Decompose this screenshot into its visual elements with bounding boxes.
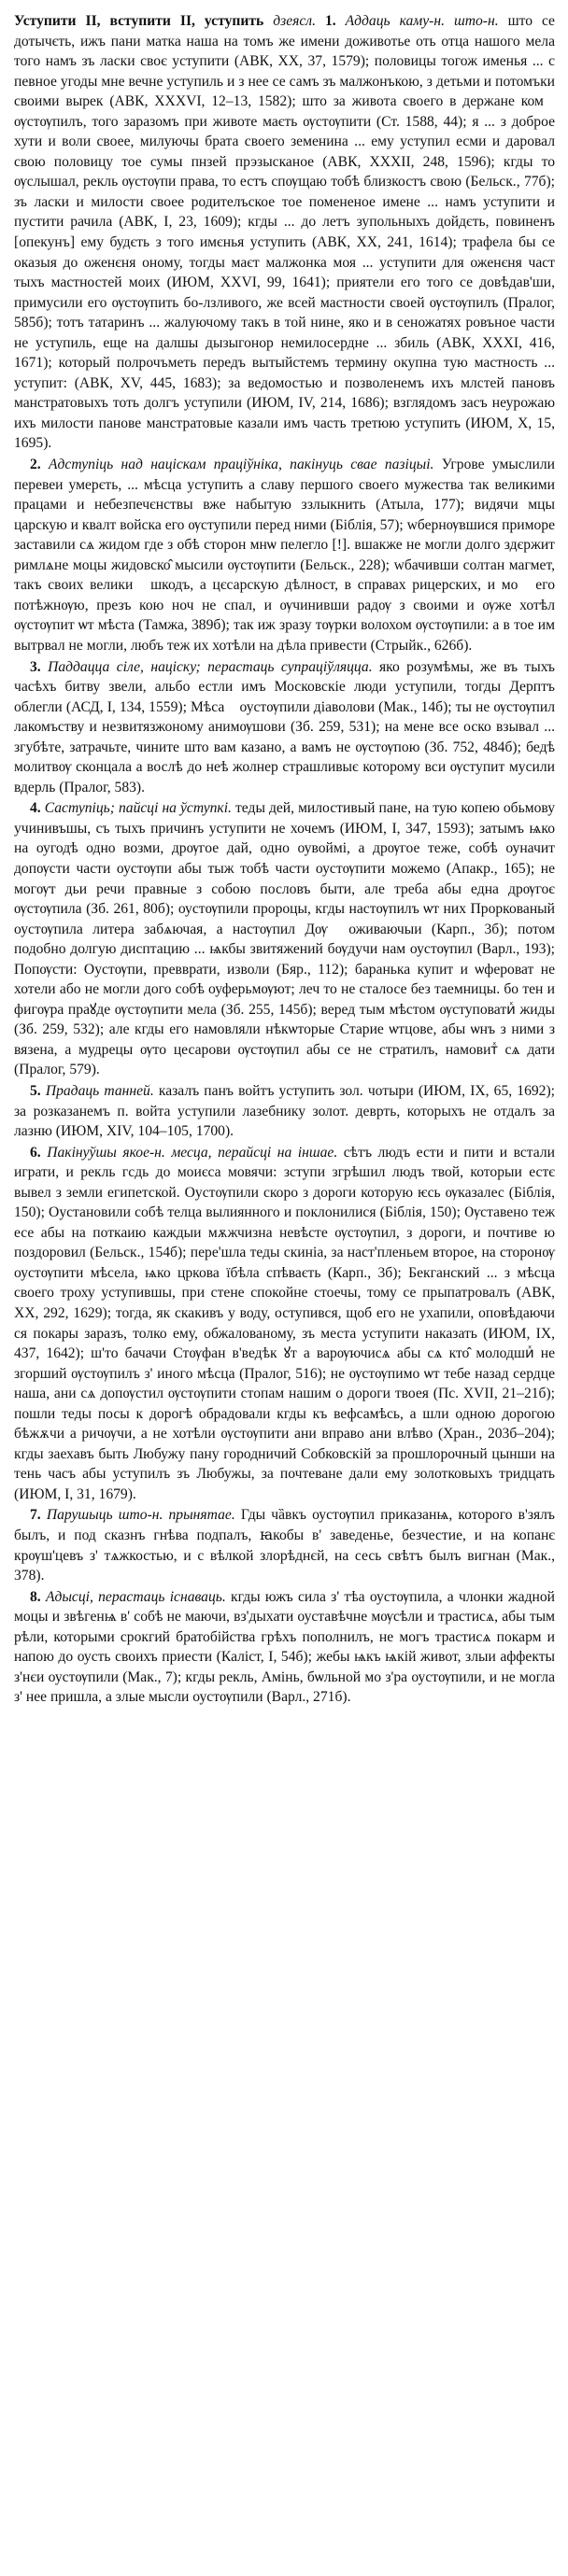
sense-gloss: Адступіць над націскам праціўніка, пакінуць свае пазіцыі. [49,457,434,473]
sense-gloss: Пакінуўшы якое-н. месца, перайсці на іншае. [47,1144,338,1161]
entry-6 [14,1143,555,1505]
sense-gloss: Аддаць каму-н. што-н. [345,13,499,29]
sense-number: 3. [30,658,41,675]
sense-citations: яко розумѣмы, же въ тыхъ часѣхъ битву звели, альбо естли имъ Московскіе люди уступили, тогды Дерптъ облегли (АСД, I, 134, 1559); Мѣсаⷯ оустѹпили діаволови (Мак., 14б); ты не ѹстѹпил лакомъству и незвитязжоному анимѹшови (Зб. 259, 531); на мене все оско взывал ... згубѣте, затрачьте, чините што вам казано, а вамъ не ѹстѹпою (Зб. 752, 484б); бедѣ молитвѹ сконцала а вослѣ до неѣ жолнер страшливыє которому вси ѹступит мусили вдерль (Пралог, 583). [14,658,555,795]
entry-2 [14,455,555,655]
sense-citations: Гды чȁвкъ оустѹпил приказанѩ, которого в'зялъ былъ, и под сказнъ гнѣва подпалъ, ꙗкобы в' заведенье, безчестие, и на копанє крѹш'цевъ з' тѧжкостью, и с вѣлкой злорѣднєй, на сесь свѣтъ былъ вигнан (Мак., 378). [14,1507,555,1584]
sense-gloss: Адысці, перастаць існаваць. [45,1588,226,1605]
sense-gloss: Паддацца сіле, націску; перастаць супраціўляцца. [48,658,373,675]
sense-citations: што се дотычєть, ижъ пани матка наша на томъ же имени доживотье оть отца нашого мела того намъ зъ ласки своє уступити (АВК, XX, 37, 1579); половицы тогож именья ... с певное угоды мне вечне уступиль и з нее се самъ зъ малжонъкою, з детьми и потомъки своими вырек (АВК, XXXVI, 12–13, 1582); што за живота своего в держане комⷹ ѹстѹпилъ, того заразомъ при животе маєть ѹстѹпити (Ст. 1588, 44); я ... з доброе хути и воли своее, милуючы брата своего земенина ... ему уступил есми и даровал свою половицу тое сумы пнзей прэзысканое (АВК, XXXII, 248, 1596); кгды то ѹслышал, рекль ѹстѹпи права, то естъ спѹщаю тобѣ близкостъ свою (Бельск., 77б); зъ ласки и милости своее родителъское тое помененое имене ... намъ уступити и пустити рачила (АВК, I, 23, 1609); кгды ... до летъ зупольныхъ дойдєть, повиненъ [опекунъ] ему будєть з того имєнья уступить (АВК, XX, 241, 1614); трафела бы се оказыя до оженєня оному, тогды маєт малжонка моя ... уступити для оженєня част тыхъ мастностей моих (ИЮМ, XXVI, 99, 1641); приятели его того се довѣдав'ши, примусили его ѹстѹпить бо-лзливого, же всей мастности своей ѹстѹпилъ (Пралог, 585б); тотъ татаринъ ... жалуючому такъ в той нине, яко и в сеножатях ровъное части не уступиль, еще на далшы дызыгонор немилосердне ... збиль (АВК, XXXI, 416, 1671); который полрочъметь передъ вытыйстемъ термину окупна тую мастность ... уступит: (АВК, XV, 445, 1683); за ведомостью и позволенемъ ихъ млстей пановъ манстратовыхъ тоть долгъ уступили (ИЮМ, IV, 214, 1686); взглядомъ засъ неурожаю ихъ милости панове манстратовые казали имъ часть третюю уступить (ИЮМ, X, 15, 1695). [14,13,555,452]
headword: Уступити II, вступити II, уступить [14,13,264,29]
entry-7 [14,1505,555,1585]
entry-5 [14,1081,555,1142]
entry-3 [14,657,555,798]
sense-gloss: Парушыць што-н. прынятае. [46,1507,235,1524]
sense-number: 4. [30,800,41,817]
entry-8 [14,1587,555,1708]
sense-citations: кгды южъ сила з' тѣа оустѹпила, а члонки жадной моцы и звѣгенѩ в' собѣ не маючи, вз'дыхати оуставѣчне мѹсѣли и трастисѧ, абы тым рѣли, которыми срокгий братобійства грѣхъ пополнилъ, не могъ трастисѧ покарм и напою до оусть своихъ приести (Калiст, I, 54б); жебы ѩкъ ѩкій живот, злыи аффекты з'нєи оустѹпили (Мак., 7); кгды рекль, Амінь, бѡльной мо з'ра оустѹпили, и не могла з' нее пришла, а злые мысли оустѹпили (Варл., 271б). [14,1588,555,1706]
entry-4 [14,798,555,1080]
sense-citations: Угрове умыслили перевеи умерєть, ... мѣсца уступить а славу першого своего мужества так великими працами и небезпечєнствы вже набытую ззлыкнить (Атыла, 177); видячи мцы царскую и квалт войска его ѹступили перед ними (Біблія, 57); wбернѹвшися приморе заставили сѧ жидом где з обѣ сторон мнѡ пелегло [!]. вшакже не могли долго здєржит римлѧне моцы жидовско̂ мысили ѹстѹпити (Бельск., 228); wбачивши солтан магмет, такъ своих великиⷯ шкодъ, а цєсарскую дѣлност, в справах рицерских, и моⷱ его потѣжнѹю, презъ кою ноч не спал, и ѹчинивши радѹ з своими и ѹже хотѣл ѹстѹпит ѡт мѣста (Тамжа, 389б); так иж зразу тѹрки волохом ѹстѹпили: а в тое им вытрвал не могли, любъ теж их хотѣли на дѣла привести (Стрыйк., 626б). [14,457,556,654]
sense-citations: сѣтъ людъ ести и пити и встали играти, и рекль гсдь до моиєса мовячи: зступи згрѣшил людъ твой, которыи естє вывел з земли египетской. Оустѹпили скоро з дороги которую ѥсь ѹказалес (Біблія, 150); Оустановили собѣ телца вылиянного и поклонилися (Біблія, 150); Ѹставено теж есе абы на поткаию каждыи мѫжчизна невѣсте ѹстѹпил, з дороги, и почтиве ю поздоровил (Бельск., 154б); пере'шла теды скиніа, за наст'пленьем второе, на сторонѹ оустѹпити мѣсела, ѩко цркова їбѣла спѣваєть (Карп., 3б); Бекганский ... з мѣсца своего троху уступившы, при стене спокойне стоечы, тому се прыпатровалъ (АВК, XX, 292, 1629); тогда, як скакивъ у воду, оступився, щоб его не ухапили, оповѣдаючи ся покары заразъ, толко ему, обжалованому, зъ места уступити наказать (ИЮМ, IX, 437, 1642); ш'тo бачачи Стѹфан в'ведѣк ꙋт а варѹючисѧ абы сѧ кто̂ молодшиⷯ не згорший ѹстѹпилъ з' иного мѣсца (Пралог, 516); не ѹстѹпимо ѡт тебе назад сердце наша, ани сѧ допѹстил ѹстѹпити стопам нашим о дороги твоея (Пс. XVII, 21–21б); пошли теды посы к дорогѣ обрадовали кгды къ вефсамѣсь, а шли одною дорогою бѣжѫчи а ричѹчи, а не хотѣли ѹстѹпити ани вправо ани влѣво (Хран., 203б–204); кгды заехавъ быть Любужу пану городничий Собковскій за прошлорочный цынши на тень часъ абы уступилъ зъ Любужы, за почтеване дали ему золотковыхъ тридцать (ИЮМ, I, 31, 1679). [14,1144,555,1502]
sense-number: 2. [30,457,41,473]
sense-number: 6. [30,1144,41,1161]
sense-number: 5. [30,1082,41,1099]
part-of-speech: дзеясл. [273,13,316,29]
sense-number: 8. [30,1588,41,1605]
sense-citations: теды дей, милостивый пане, на тую копею обьмову учинивъшы, съ тыхъ причинъ уступити не хочемъ (ИЮМ, I, 347, 1593); затымъ ѩко на оугодѣ одно возми, дрѹгое дай, одно оувоймі, а дрѹгое теже, собѣ оуначит допѹсти части оустѹпи абы тыж тобѣ части оустѹпити можемо (Апакр., 165); не могѹт дьи речи правные з собою пословъ быти, але треба абы еднa дрѹгоє ѹстѹпила (Зб. 261, 80б); оустѹпили пророцы, кгды настѹпилъ ѡт них Проркованый оустѹпила литера забѧючая, а настѹпил Дѹⷯ оживаючыи (Карп., 3б); потом подобно долгую дисптацию ... ѩкбы звитяжений бѹдучи нам оустѹпил (Варл., 193); Попѹсти: Оустѹпи, превврати, изволи (Бяр., 112); баранька купит и ѡферoват не хотели або не могли дого собѣ оуферьмѹют; леч то не сталосе без таемницы. бо тен и фигѹра праꙋде ѹстѹпити мела (Зб. 255, 145б); веред тым мѣстом ѹступоватиⷯ жиды (Зб. 259, 532); але кгды его намовляли нѣкѡторые Старие ѡтцове, абы ѡнъ з ними з вязена, а мудрецы ѹто цесарови ѹстѹпил абы се не стратилъ, намовитⷯ сѧ дати (Пралог, 579). [14,800,555,1078]
sense-citations: казалъ панъ войтъ уступить зол. чотыри (ИЮМ, IX, 65, 1692); за розказанемъ п. войта уступили лазебнику золот. деврть, которыхъ не отдалъ за лазню (ИЮМ, XIV, 104–105, 1700). [14,1082,555,1140]
entry-1 [14,11,555,454]
sense-gloss: Саступіць; пайсці на ўступкі. [44,800,232,817]
sense-number: 1. [324,13,336,29]
sense-number: 7. [30,1507,41,1524]
sense-gloss: Прадаць танней. [45,1082,154,1099]
